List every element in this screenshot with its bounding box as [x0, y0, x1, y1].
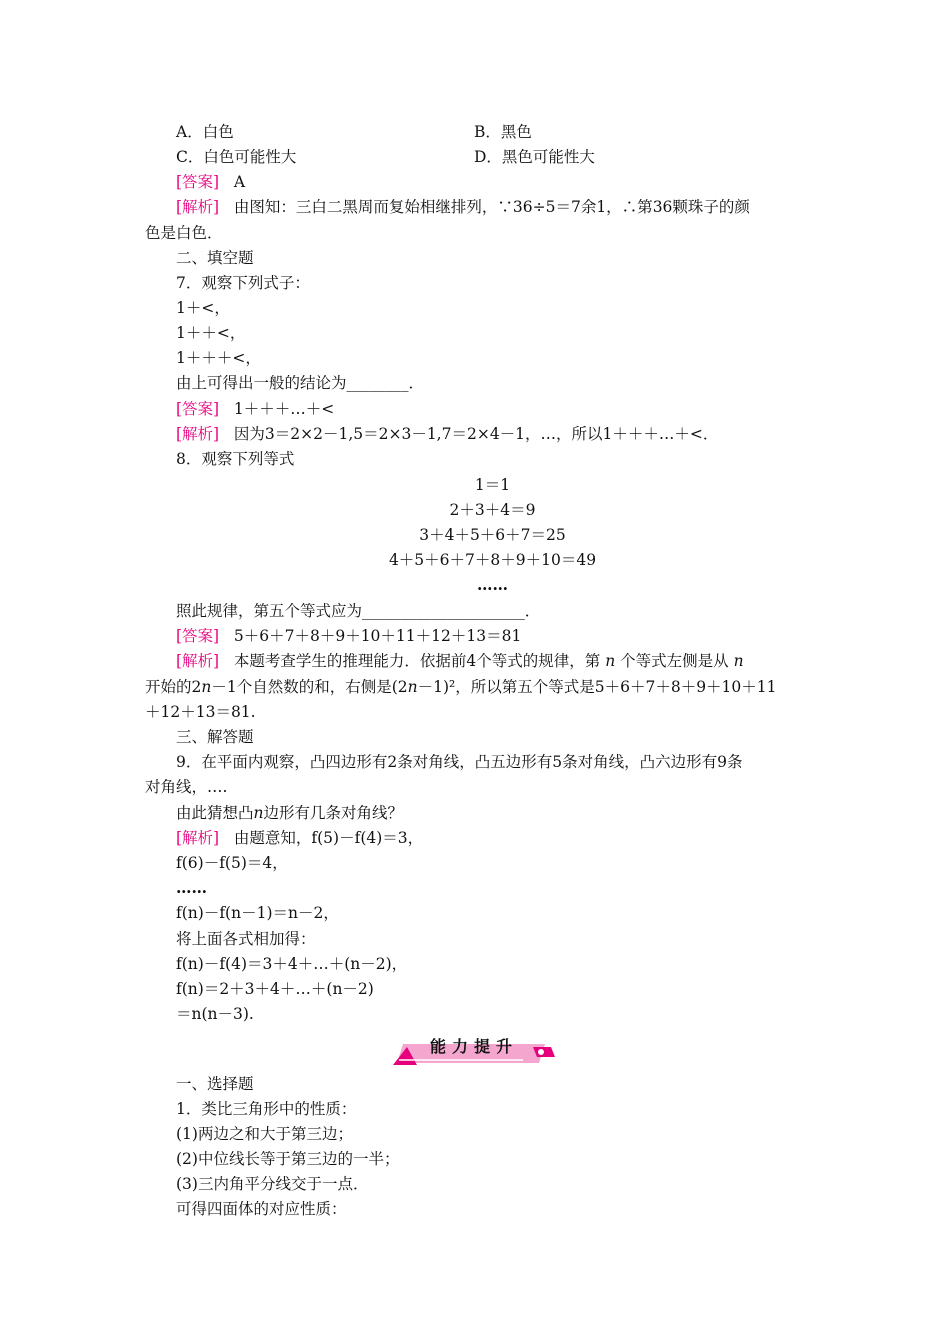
ability-banner	[393, 1035, 555, 1065]
math-variable: n	[253, 804, 264, 822]
q8-equation-1: 1＝1	[474, 476, 511, 494]
answer-tag: [答案]	[176, 173, 220, 191]
q8-equation-4: 4＋5＋6＋7＋8＋9＋10＝49	[388, 551, 597, 569]
q7-analysis-text: 因为3＝2×2－1,5＝2×3－1,7＝2×4－1，…，所以1＋＋＋…＋<．	[233, 425, 719, 443]
q9-step: 将上面各式相加得：	[176, 930, 316, 948]
math-variable: n	[201, 678, 212, 696]
q8-equation-3: 3＋4＋5＋6＋7＝25	[419, 526, 566, 544]
analysis-tag: [解析]	[176, 652, 220, 670]
math-variable: n	[733, 652, 744, 670]
q9-stem-1: 9．在平面内观察，凸四边形有2条对角线，凸五边形有5条对角线，凸六边形有9条	[176, 753, 743, 771]
choice-b: B．黑色	[474, 123, 532, 141]
q7-analysis-line	[176, 423, 718, 445]
choice-d: D．黑色可能性大	[474, 148, 595, 166]
q9-step: ……	[176, 878, 207, 897]
q8-analysis-text: 个等式左侧是从	[620, 652, 729, 670]
q9-step: 由题意知，f(5)－f(4)＝3，	[233, 829, 424, 847]
analysis-tag: [解析]	[176, 425, 220, 443]
part2-prompt: 可得四面体的对应性质：	[176, 1200, 347, 1218]
q9-question-text: 边形有几条对角线？	[263, 804, 404, 822]
q8-analysis-cont-2: ＋12＋13＝81.	[145, 703, 256, 721]
q7-line-1: 1＋<，	[176, 299, 230, 317]
q7-stem: 7．观察下列式子：	[176, 274, 310, 292]
section-solve: 三、解答题	[176, 728, 254, 746]
q9-analysis-line	[176, 827, 423, 849]
math-variable: n	[605, 652, 616, 670]
part2-property: (2)中位线长等于第三边的一半；	[176, 1150, 400, 1168]
q8-analysis-line	[176, 650, 744, 672]
q8-analysis-text: 本题考查学生的推理能力．依据前4个等式的规律，第	[233, 652, 601, 670]
q9-step: f(n)－f(4)＝3＋4＋…＋(n－2)，	[176, 955, 408, 973]
q8-analysis-text: －1)²，所以第五个等式是5＋6＋7＋8＋9＋10＋11	[417, 678, 777, 696]
q9-step: f(n)＝2＋3＋4＋…＋(n－2)	[176, 980, 374, 998]
part2-section-choice: 一、选择题	[176, 1075, 254, 1093]
q6-answer: A	[233, 173, 246, 191]
part2-property: (3)三内角平分线交于一点．	[176, 1175, 369, 1193]
q6-answer-line	[176, 171, 245, 193]
q8-prompt: 照此规律，第五个等式应为_____________________．	[176, 602, 541, 620]
q8-stem: 8．观察下列等式	[176, 450, 295, 468]
choice-a: A．白色	[176, 123, 234, 141]
analysis-tag: [解析]	[176, 198, 220, 216]
q9-stem-2: 对角线，….	[145, 778, 228, 796]
choice-c: C．白色可能性大	[176, 148, 297, 166]
q9-question	[176, 802, 403, 824]
section-fill-blank: 二、填空题	[176, 249, 254, 267]
q8-analysis-cont-1	[145, 676, 777, 698]
q7-answer-line	[176, 398, 334, 420]
q7-line-2: 1＋＋<，	[176, 324, 246, 342]
q8-dots: ……	[477, 575, 508, 594]
q7-conclusion: 由上可得出一般的结论为________．	[176, 374, 425, 392]
q6-analysis-cont: 色是白色．	[145, 224, 223, 242]
q8-answer: 5＋6＋7＋8＋9＋10＋11＋12＋13＝81	[233, 627, 522, 645]
q7-answer: 1＋＋＋…＋<	[233, 400, 335, 418]
q9-question-text: 由此猜想凸	[176, 804, 254, 822]
q8-analysis-text: －1个自然数的和，右侧是(2	[211, 678, 408, 696]
answer-tag: [答案]	[176, 400, 220, 418]
answer-tag: [答案]	[176, 627, 220, 645]
q8-analysis-text: 开始的2	[145, 678, 202, 696]
analysis-tag: [解析]	[176, 829, 220, 847]
q8-equation-2: 2＋3＋4＝9	[449, 501, 536, 519]
q6-analysis-text: 由图知：三白二黑周而复始相继排列，∵36÷5＝7余1，∴第36颗珠子的颜	[233, 198, 750, 216]
q8-answer-line	[176, 625, 521, 647]
q9-step: ＝n(n－3).	[176, 1005, 254, 1023]
q9-step: f(n)－f(n－1)＝n－2，	[176, 904, 339, 922]
q6-analysis-line	[176, 196, 750, 218]
q7-line-3: 1＋＋＋<，	[176, 349, 261, 367]
banner-title: 能力提升	[429, 1037, 518, 1056]
math-variable: n	[407, 678, 418, 696]
part2-property: (1)两边之和大于第三边；	[176, 1125, 353, 1143]
part2-q1-stem: 1．类比三角形中的性质：	[176, 1100, 357, 1118]
q9-step: f(6)－f(5)＝4，	[176, 854, 288, 872]
